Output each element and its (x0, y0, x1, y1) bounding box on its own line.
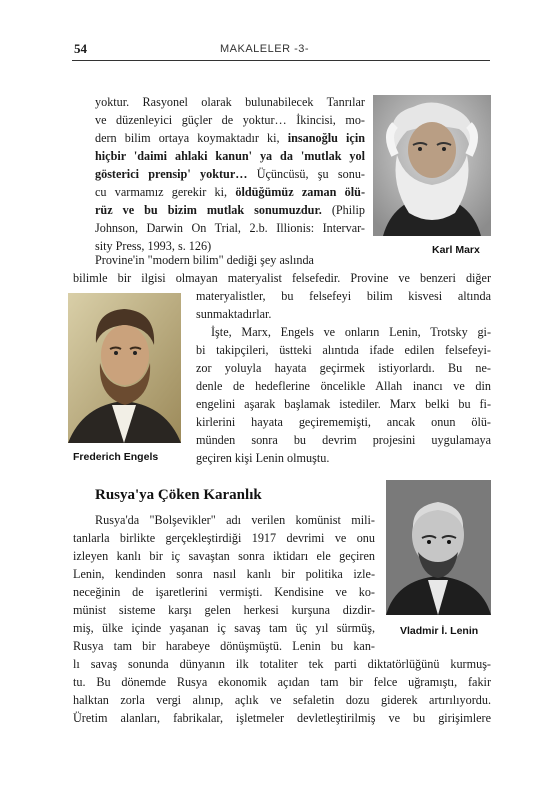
text-line: Üretim alanları, fabrikalar, işletmeler devletleştirilmiş ve bu girişimlere (73, 711, 491, 725)
caption-frederich-engels: Frederich Engels (73, 451, 159, 463)
text-line: materyalistler, bu felsefeyi bilim kisvesi altında (196, 289, 491, 303)
header-rule (72, 60, 490, 61)
text-line: tanlarla birlikte gerçekleştirdiği 1917 devrimi ve onu (73, 531, 375, 545)
text-line: neceğinin de işaretlerini vermişti. Kendisine ve ko- (73, 585, 375, 599)
page-number: 54 (74, 41, 87, 56)
text-line: Rusya'da "Bolşevikler" adı verilen komünist mili- (95, 513, 375, 527)
section-heading: Rusya'ya Çöken Karanlık (95, 487, 262, 503)
running-title: MAKALELER -3- (220, 43, 310, 55)
text-line: Rusya tam bir harabeye dönüşmüştü. Lenin bu kan- (73, 639, 375, 653)
text-line: ve düzenleyici güçler de yoktur… İkincisi, mo- (95, 113, 365, 127)
text-span: dern bilim ortaya koymaktadır ki, (95, 131, 288, 145)
karl-marx-photo (373, 95, 491, 236)
text-line: geçiren kişi Lenin olmuştu. (196, 451, 330, 465)
text-line (95, 184, 365, 201)
text-line: halktan zorla vergi alınıp, açlık ve sefaletin dozu giderek artırılıyordu. (73, 693, 491, 707)
text-line: yoktur. Rasyonel olarak bulunabilecek Tanrılar (95, 95, 365, 109)
text-line: sunmaktadırlar. (196, 307, 272, 321)
text-line: bilimle bir ilgisi olmayan materyalist felsefedir. Provine ve benzeri diğer (73, 271, 491, 285)
text-line: miş, ülke içinde yaşanan iç savaş tam üç yıl sürmüş, (73, 621, 375, 635)
caption-karl-marx: Karl Marx (432, 244, 480, 256)
text-line: Provine'in "modern bilim" dediği şey aslında (95, 253, 314, 267)
text-line: bi takipçileri, üstteki alıntıda ifade edilen felsefeyi- (196, 343, 491, 357)
text-line (95, 166, 365, 183)
text-span: (Philip (321, 203, 366, 217)
text-line: münden sonra bu devrim projesini uygulamaya (196, 433, 491, 447)
text-line: lı savaş sonunda dünyanın ilk totaliter tek parti diktatörlüğünü kurmuş- (73, 657, 491, 671)
text-line (95, 130, 365, 147)
caption-vladmir-lenin: Vladmir İ. Lenin (400, 625, 479, 637)
text-line: Johnson, Darwin On Trial, 2.b. Illionis: Intervar- (95, 221, 365, 235)
text-span: cu varmamız gerekir ki, (95, 185, 236, 199)
text-line: zor yoluyla hayata geçirmek istiyorlardı. Bu ne- (196, 361, 491, 375)
bold-line: hiçbir 'daimi ahlaki kanun' ya da 'mutlak yol (95, 149, 365, 163)
frederich-engels-photo (68, 293, 181, 443)
text-line (95, 202, 365, 219)
text-line: İşte, Marx, Engels ve onların Lenin, Trotsky gi- (211, 325, 491, 339)
text-line: izleyen kanlı bir iç savaştan sonra iktidarı ele geçiren (73, 549, 375, 563)
text-line: engelini aşarak başlamak istediler. Marx belki bu fi- (196, 397, 491, 411)
bold-span: öldüğümüz zaman ölü- (235, 185, 365, 199)
text-line: denle de hedeflerine öncelikle Allah inancı ve din (196, 379, 491, 393)
text-line: kirlerini hayata geçirememişti, ancak onun ölü- (196, 415, 491, 429)
text-line: münist sisteme karşı gelen herkesi kurşuna dizdir- (73, 603, 375, 617)
text-span: Üçüncüsü, şu sonu- (247, 167, 365, 181)
text-line: tu. Bu dönemde Rusya ekonomik açıdan tam bir felce uğramıştı, fakir (73, 675, 491, 689)
text-line: sity Press, 1993, s. 126) (95, 239, 212, 253)
bold-span: insanoğlu için (287, 131, 365, 145)
text-line: Lenin, kendinden sonra nasıl kanlı bir politika izle- (73, 567, 375, 581)
bold-span: rüz ve bu bizim mutlak sonumuzdur. (95, 203, 322, 217)
vladmir-lenin-photo (386, 480, 491, 615)
bold-span: gösterici prensip' yoktur… (95, 167, 248, 181)
